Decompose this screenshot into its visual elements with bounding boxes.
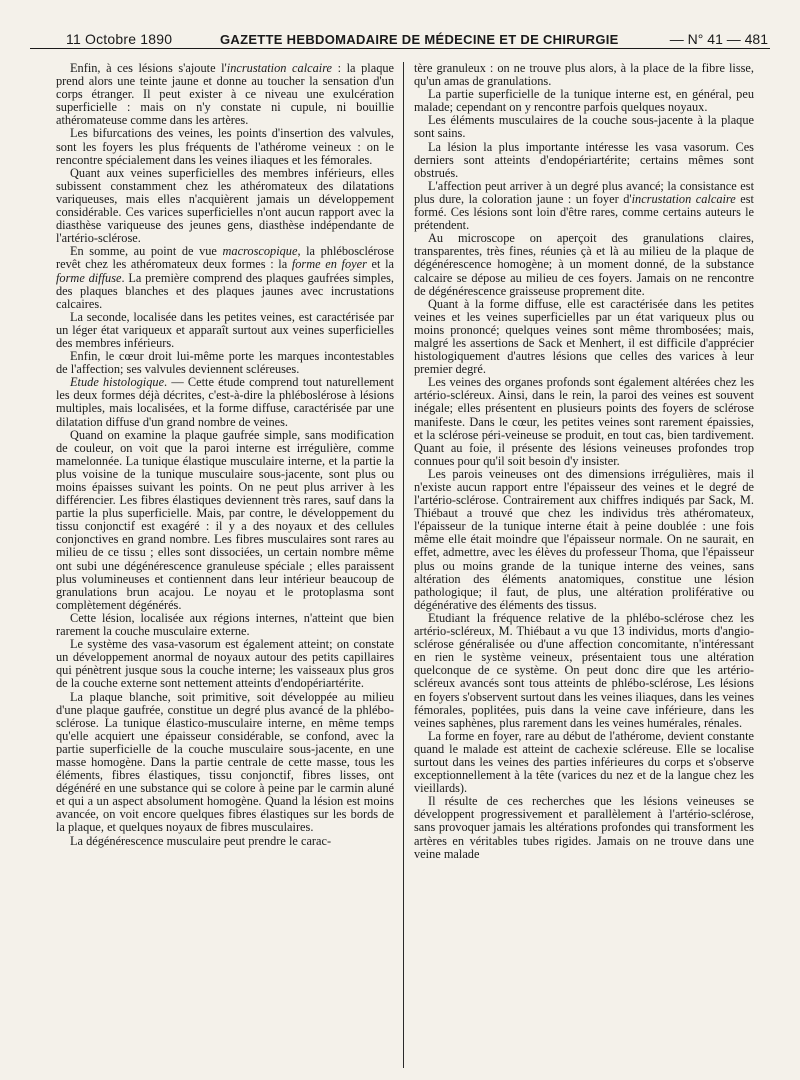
- paragraph: Le système des vasa-vasorum est également atteint; on constate un développement anormal de noyaux autour des petits capillaires qui pénètrent jusque sous la couche interne; les vaisseaux plus gros de la couche externe sont nettement atteints d'endopériartérite.: [56, 637, 394, 691]
- paragraph: Les bifurcations des veines, les points d'insertion des valvules, sont les foyers les plus fréquents de l'athérome veineux : on le rencontre spécialement dans les veines iliaques et les fémorales.: [56, 126, 394, 167]
- paragraph: Enfin, à ces lésions s'ajoute l'incrustation calcaire : la plaque prend alors une teinte jaune et donne au toucher la sensation d'un corps étranger. Il peut exister à ce niveau une exulcération superficielle : mais on n'y constate ni cupule, ni bouillie athéromateuse comme dans les artères.: [56, 62, 394, 128]
- paragraph: La lésion la plus importante intéresse les vasa vasorum. Ces derniers sont atteints d'endopériartérite; certains mêmes sont obstrués.: [414, 139, 754, 180]
- header-title: GAZETTE HEBDOMADAIRE DE MÉDECINE ET DE CHIRURGIE: [220, 32, 619, 47]
- paragraph: Etude histologique. — Cette étude comprend tout naturellement les deux formes déjà décrites, c'est-à-dire la phléboslérose à lésions multiples, mais localisées, et la forme diffuse, caractérisée par une dilatation diffuse d'un grand nombre de veines.: [56, 375, 394, 429]
- paragraph: La dégénérescence musculaire peut prendre le carac-: [70, 833, 332, 848]
- italic-term: macroscopique: [222, 244, 298, 259]
- italic-term: incrustation calcaire: [631, 191, 736, 206]
- paragraph: La plaque blanche, soit primitive, soit développée au milieu d'une plaque gaufrée, constitue un degré plus avancé de la phlébo-sclérose. La tunique élastico-musculaire interne, en même temps qu'elle acquiert une épaisseur considérable, se confond, avec la partie superficielle de la couche musculaire sous-jacente, en une masse homogène. Dans la partie centrale de cette masse, tous les éléments, fibres élastiques, tissu conjonctif, fibres lisses, ont dégénéré en une substance qui se colore à peine par le carmin aluné et qui a un aspect absolument homogène. Quand la lésion est moins avancée, on voit encore quelques fibres élastiques sur les bords de la plaque, et quelques noyaux de fibres musculaires.: [56, 689, 394, 835]
- paragraph: Cette lésion, localisée aux régions internes, n'atteint que bien rarement la couche musculaire externe.: [56, 610, 394, 639]
- italic-term: incrustation calcaire: [226, 62, 333, 75]
- paragraph: L'affection peut arriver à un degré plus avancé; la consistance est plus dure, la coloration jaune : un foyer d'incrustation calcaire est formé. Ces lésions sont loin d'être rares, comme certains auteurs le prétendent.: [414, 178, 754, 233]
- italic-term: forme diffuse: [56, 270, 122, 285]
- italic-term: forme en foyer: [291, 257, 367, 272]
- right-column: [414, 62, 754, 1074]
- paragraph: Quant à la forme diffuse, elle est caractérisée dans les petites veines et les veines superficielles par un état variqueux plus ou moins prononcé; quelques veines sont même thrombosées; mais, malgré les assertions de Sack et Menhert, il est difficile d'apprécier histologiquement d'autres lésions que celles des varices à leur premier degré.: [414, 296, 754, 377]
- paragraph: La partie superficielle de la tunique interne est, en général, peu malade; cependant on y rencontre parfois quelques noyaux.: [414, 87, 754, 115]
- paragraph: En somme, au point de vue macroscopique, la phlébosclérose revêt chez les athéromateux deux formes : la forme en foyer et la forme diffuse. La première comprend des plaques gaufrées simples, des plaques blanches et des plaques jaunes avec incrustations calcaires.: [56, 244, 394, 311]
- paragraph: Quand on examine la plaque gaufrée simple, sans modification de couleur, on voit que la paroi interne est irrégulière, comme mamelonnée. La tunique élastique musculaire interne, et la partie la plus voisine de la tunique musculaire sous-jacente, sont plus ou moins épaisses suivant les points. On ne peut plus arriver à les différencier. Les fibres élastiques deviennent très rares, sauf dans la partie la plus superficielle. Mais, par contre, le développement du tissu conjonctif est exagéré : il y a des noyaux et des cellules conjonctives en grand nombre. Les fibres musculaires sont rares au milieu de ce tissu ; elles sont dissociées, un certain nombre même ont subi une dégénérescence granuleuse spéciale ; elles paraissent plus volumineuses et contiennent dans leur intérieur beaucoup de granulations brun acajou. Le noyau et le protoplasma sont complètement dégénérés.: [56, 427, 394, 612]
- left-column: [56, 62, 394, 1074]
- paragraph: Les éléments musculaires de la couche sous-jacente à la plaque sont sains.: [414, 113, 754, 141]
- header-issue-number: — N° 41 — 481: [669, 31, 768, 47]
- header-date: 11 Octobre 1890: [66, 31, 173, 47]
- italic-term: Etude histologique: [70, 375, 165, 390]
- column-divider: [403, 62, 404, 1068]
- paragraph: Etudiant la fréquence relative de la phlébo-sclérose chez les artério-scléreux, M. Thiébaut a vu que 13 individus, morts d'angio-sclérose généralisée ou d'une affection concomitante, n'intéressant en rien le système veineux, présentaient tous une altération quelconque de ce système. On peut donc dire que les artério-scléreux avancés sont tous atteints de phlébo-sclérose, Les lésions en foyers s'observent surtout dans les veines iliaques, dans les veines fémorales, poplitées, puis dans la veine cave inférieure, dans les veines saphènes, plus rarement dans les veines humérales, rénales.: [414, 610, 754, 730]
- article-body: [0, 62, 800, 1074]
- paragraph: Quant aux veines superficielles des membres inférieurs, elles subissent constamment chez les athéromateux des dilatations variqueuses, mais elles n'acquièrent jamais un développement considérable. Ces varices superficielles n'ont aucun rapport avec la diasthèse variqueuse des jeunes gens, diasthèse indépendante de l'artério-sclérose.: [56, 165, 394, 246]
- paragraph: Au microscope on aperçoit des granulations claires, transparentes, très fines, réunies çà et là au milieu de la plaque de dégénérescence homogène; à un moment donné, de la substance calcaire se dépose au milieu de ces foyers. Jamais on ne rencontre de dégénérescence graisseuse proprement dite.: [414, 231, 754, 298]
- paragraph: Les veines des organes profonds sont également altérées chez les artério-scléreux. Ainsi, dans le rein, la paroi des veines est souvent inégale; elles présentent en plusieurs points des foyers de sclérose manifeste. Dans le cœur, les petites veines sont rarement épaissies, et la sclérose péri-veineuse se produit, en tout cas, bien tardivement. Quant au foie, il présente des lésions veineuses profondes trop connues pour qu'il soit besoin d'y insister.: [414, 375, 754, 468]
- paragraph: Il résulte de ces recherches que les lésions veineuses se développent progressivement et parallèlement à l'artério-sclérose, sans provoquer jamais les altérations profondes qui transforment les artères en véritables tubes rigides. Jamais on ne trouve dans une veine malade: [414, 794, 754, 861]
- paragraph: Les parois veineuses ont des dimensions irrégulières, mais il n'existe aucun rapport entre l'épaisseur des veines et le degré de l'artério-sclérose. Contrairement aux chiffres indiqués par Sack, M. Thiébaut a trouvé que chez les individus très athéromateux, l'épaisseur de la tunique interne était à peine doublée : une fois même elle était moindre que l'épaisseur normale. On ne saurait, en effet, admettre, avec les élèves du professeur Thoma, que l'épaisseur plus ou moins grande de la tunique interne des veines, sans altération des éléments anatomiques, constitue une lésion pathologique; il faut, de plus, une altération proliférative ou dégénérative des éléments des tissus.: [414, 466, 754, 612]
- paragraph: La seconde, localisée dans les petites veines, est caractérisée par un léger état variqueux et apparaît surtout aux veines superficielles des membres inférieurs.: [56, 309, 394, 350]
- page-header: [30, 8, 770, 49]
- paragraph: Enfin, le cœur droit lui-même porte les marques incontestables de l'affection; ses valvules deviennent scléreuses.: [56, 349, 394, 377]
- paragraph: La forme en foyer, rare au début de l'athérome, devient constante quand le malade est atteint de cachexie scléreuse. Elle se localise surtout dans les veines des parties inférieures du corps et s'observe exceptionnellement à la tête (varices du nez et de la langue chez les vieillards).: [414, 728, 754, 796]
- paragraph: tère granuleux : on ne trouve plus alors, à la place de la fibre lisse, qu'un amas de granulations.: [414, 62, 754, 89]
